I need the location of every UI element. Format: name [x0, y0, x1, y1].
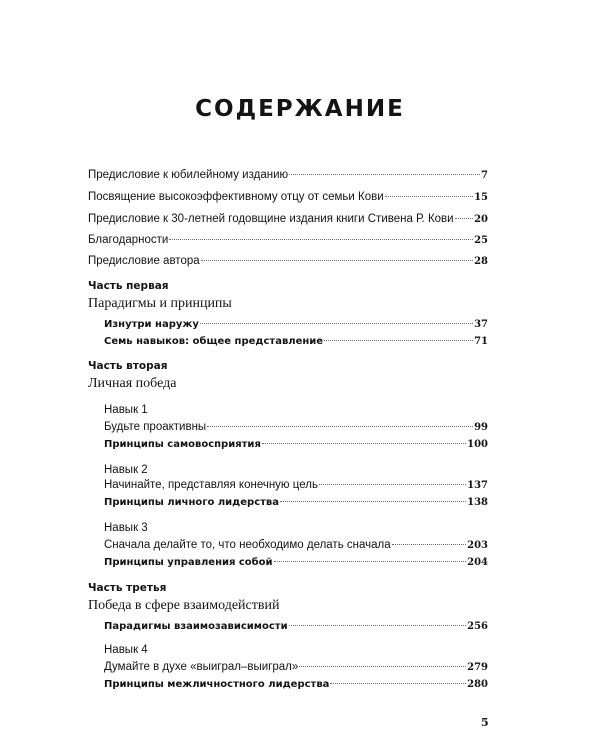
toc-page-number: 204 [467, 557, 488, 568]
toc-entry[interactable] [104, 660, 488, 675]
dot-leader [299, 666, 466, 667]
dot-leader [274, 561, 467, 562]
toc-entry[interactable] [104, 556, 488, 570]
dot-leader [289, 174, 480, 175]
toc-entry-text: Принципы межличностного лидерства [104, 679, 330, 690]
toc-entry-text: Будьте проактивны [104, 421, 207, 433]
toc-entry-text: Посвящение высокоэффективному отцу от семьи Кови [88, 191, 384, 203]
dot-leader [201, 260, 473, 261]
toc-page-number: 20 [474, 214, 488, 225]
dot-leader [392, 544, 467, 545]
part-label: Часть вторая [88, 360, 168, 372]
toc-entry[interactable] [88, 190, 488, 205]
skill-label: Навык 3 [104, 522, 148, 534]
page-title: СОДЕРЖАНИЕ [195, 96, 405, 122]
toc-entry[interactable] [88, 212, 488, 227]
part-title: Личная победа [88, 376, 177, 391]
toc-page-number: 280 [467, 679, 488, 690]
toc-entry-text: Принципы личного лидерства [104, 497, 279, 508]
toc-page-number: 279 [467, 662, 488, 673]
dot-leader [262, 443, 466, 444]
toc-page-number: 71 [474, 336, 488, 347]
part-label: Часть третья [88, 582, 167, 594]
toc-page-number: 15 [474, 192, 488, 203]
toc-entry-text: Принципы управления собой [104, 557, 273, 568]
toc-page-number: 138 [467, 497, 488, 508]
toc-page-number: 25 [474, 235, 488, 246]
toc-entry-text: Благодарности [88, 234, 169, 246]
toc-entry-text: Парадигмы взаимозависимости [104, 621, 288, 632]
dot-leader [207, 426, 473, 427]
toc-entry[interactable] [104, 678, 488, 692]
part-label: Часть первая [88, 280, 169, 292]
toc-entry[interactable] [88, 233, 488, 248]
toc-page-number: 99 [474, 422, 488, 433]
toc-entry-text: Предисловие к 30-летней годовщине издания книги Стивена Р. Кови [88, 213, 454, 225]
skill-label: Навык 2 [104, 464, 148, 476]
toc-entry[interactable] [104, 478, 488, 493]
toc-entry-text: Сначала делайте то, что необходимо делать сначала [104, 539, 391, 551]
page-number: 5 [481, 716, 489, 729]
toc-page-number: 28 [474, 256, 488, 267]
toc-page-number: 137 [467, 480, 488, 491]
dot-leader [169, 239, 473, 240]
toc-page-number: 7 [481, 170, 488, 181]
toc-entry-text: Принципы самовосприятия [104, 439, 261, 450]
dot-leader [385, 196, 473, 197]
skill-label: Навык 4 [104, 644, 148, 656]
dot-leader [319, 484, 466, 485]
toc-entry[interactable] [104, 420, 488, 435]
toc-page-number: 203 [467, 540, 488, 551]
toc-entry[interactable] [88, 168, 488, 183]
toc-entry[interactable] [104, 620, 488, 634]
dot-leader [280, 501, 466, 502]
toc-page-number: 256 [467, 621, 488, 632]
skill-label: Навык 1 [104, 404, 148, 416]
dot-leader [200, 323, 473, 324]
toc-page-number: 37 [474, 319, 488, 330]
toc-entry-text: Предисловие автора [88, 255, 200, 267]
toc-entry-text: Изнутри наружу [104, 319, 199, 330]
toc-entry-text: Думайте в духе «выиграл–выиграл» [104, 661, 299, 673]
toc-entry[interactable] [104, 538, 488, 553]
toc-entry-text: Предисловие к юбилейному изданию [88, 169, 289, 181]
toc-entry[interactable] [104, 438, 488, 452]
toc-entry[interactable] [104, 335, 488, 349]
dot-leader [330, 683, 466, 684]
part-title: Парадигмы и принципы [88, 296, 232, 311]
toc-entry-text: Семь навыков: общее представление [104, 336, 324, 347]
toc-page-number: 100 [467, 439, 488, 450]
toc-entry[interactable] [104, 318, 488, 332]
part-title: Победа в сфере взаимодействий [88, 598, 280, 613]
dot-leader [455, 218, 474, 219]
dot-leader [324, 340, 473, 341]
toc-entry[interactable] [104, 496, 488, 510]
toc-entry-text: Начинайте, представляя конечную цель [104, 479, 318, 491]
toc-entry[interactable] [88, 254, 488, 269]
dot-leader [289, 625, 467, 626]
